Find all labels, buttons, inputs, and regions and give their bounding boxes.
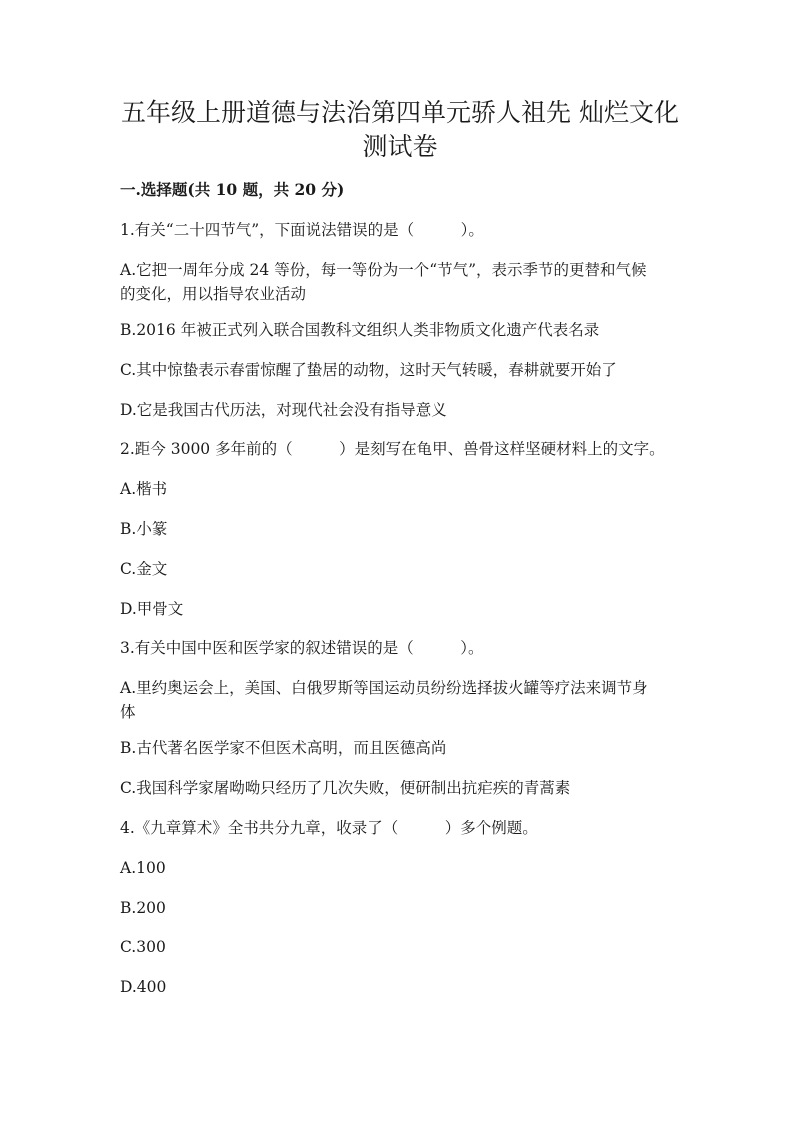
question-1-option-d: D.它是我国古代历法，对现代社会没有指导意义 — [120, 401, 447, 419]
question-3-stem: 3.有关中国中医和医学家的叙述错误的是（ ）。 — [120, 639, 484, 657]
question-1-option-a-cont: 的变化，用以指导农业活动 — [120, 285, 307, 303]
question-2-stem: 2.距今 3000 多年前的（ ）是刻写在龟甲、兽骨这样坚硬材料上的文字。 — [120, 440, 665, 458]
question-2-option-c: C.金文 — [120, 560, 168, 578]
question-4-option-c: C.300 — [120, 938, 166, 956]
question-2-option-d: D.甲骨文 — [120, 600, 184, 618]
question-4-stem: 4.《九章算术》全书共分九章，收录了（ ）多个例题。 — [120, 819, 538, 837]
page-title-line-2: 测试卷 — [362, 132, 438, 161]
question-3-option-a-cont: 体 — [120, 703, 136, 721]
question-2-option-b: B.小篆 — [120, 520, 168, 538]
question-1-option-b: B.2016 年被正式列入联合国教科文组织人类非物质文化遗产代表名录 — [120, 321, 600, 339]
question-1-option-c: C.其中惊蛰表示春雷惊醒了蛰居的动物，这时天气转暖，春耕就要开始了 — [120, 361, 617, 379]
question-4-option-d: D.400 — [120, 978, 167, 996]
question-1-option-a: A.它把一周年分成 24 等份，每一等份为一个“节气”，表示季节的更替和气候 — [120, 261, 647, 279]
question-1-stem: 1.有关“二十四节气”，下面说法错误的是（ ）。 — [120, 221, 484, 239]
question-3-option-a: A.里约奥运会上，美国、白俄罗斯等国运动员纷纷选择拔火罐等疗法来调节身 — [120, 679, 648, 697]
page-title-line-1: 五年级上册道德与法治第四单元骄人祖先 灿烂文化 — [121, 98, 679, 127]
question-3-option-b: B.古代著名医学家不但医术高明，而且医德高尚 — [120, 739, 447, 757]
question-4-option-b: B.200 — [120, 899, 166, 917]
question-2-option-a: A.楷书 — [120, 480, 168, 498]
section-heading: 一.选择题(共 10 题，共 20 分) — [120, 180, 345, 199]
question-3-option-c: C.我国科学家屠呦呦只经历了几次失败，便研制出抗疟疾的青蒿素 — [120, 779, 571, 797]
question-4-option-a: A.100 — [120, 859, 166, 877]
